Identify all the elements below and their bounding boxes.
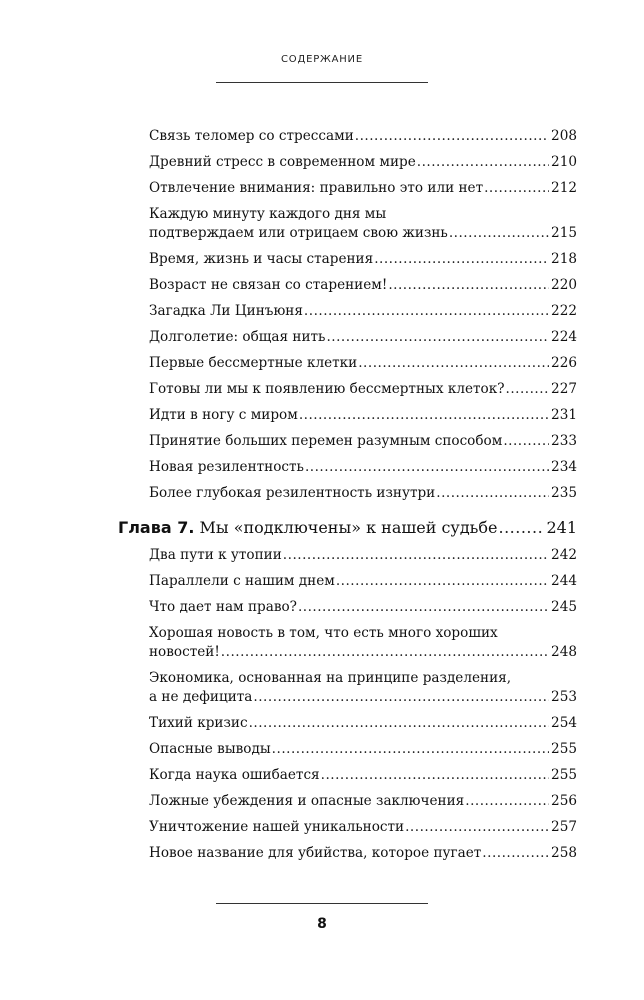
dot-leader — [283, 546, 549, 565]
toc-chapter-entry — [118, 518, 577, 538]
dot-leader — [417, 153, 549, 172]
page-number: 8 — [317, 916, 327, 932]
toc-entry-line — [149, 380, 577, 399]
toc-entry-line — [149, 766, 577, 785]
dot-leader — [388, 276, 549, 295]
toc-entry-title: Хорошая новость в том, что есть много хороших — [149, 625, 498, 641]
toc-entry-title: Параллели с нашим днем — [149, 573, 335, 589]
toc-entry — [149, 572, 577, 591]
toc-entry-title: Готовы ли мы к появлению бессмертных клеток? — [149, 381, 505, 397]
toc-entry — [149, 406, 577, 425]
dot-leader — [305, 458, 549, 477]
toc-entry-line — [149, 406, 577, 425]
toc-entry — [149, 624, 577, 662]
toc-page-number: 254 — [551, 715, 577, 731]
toc-entry-line — [149, 276, 577, 295]
toc-entry-line — [149, 354, 577, 373]
toc-page-number: 231 — [551, 407, 577, 423]
toc-entry-title: Отвлечение внимания: правильно это или нет — [149, 180, 484, 196]
toc-page-number: 255 — [551, 741, 577, 757]
toc-entry — [149, 276, 577, 295]
dot-leader — [321, 766, 549, 785]
toc-entry-line — [149, 643, 577, 662]
toc-entry-title — [118, 518, 498, 538]
dot-leader — [503, 432, 549, 451]
dot-leader — [304, 302, 549, 321]
toc-entry — [149, 598, 577, 617]
toc-page-number: 241 — [546, 518, 577, 537]
toc-entry-line — [149, 818, 577, 837]
toc-page-number: 215 — [551, 225, 577, 241]
toc-entry — [149, 380, 577, 399]
toc-page-number: 258 — [551, 845, 577, 861]
dot-leader — [405, 818, 549, 837]
running-header: СОДЕРЖАНИЕ — [281, 54, 363, 65]
toc-entry — [149, 153, 577, 172]
toc-page-number: 235 — [551, 485, 577, 501]
toc-entry-line — [149, 432, 577, 451]
dot-leader — [374, 250, 549, 269]
toc-entry-line — [149, 572, 577, 591]
toc-entry-title: Новое название для убийства, которое пугает — [149, 845, 482, 861]
toc-entry-title: Идти в ногу с миром — [149, 407, 298, 423]
toc-entry-title: Тихий кризис — [149, 715, 248, 731]
toc-entry-line — [149, 740, 577, 759]
dot-leader — [482, 844, 549, 863]
toc-entry — [149, 250, 577, 269]
toc-entry-line — [149, 458, 577, 477]
toc-entry-title: Ложные убеждения и опасные заключения — [149, 793, 465, 809]
toc-page-number: 248 — [551, 644, 577, 660]
toc-page-number: 224 — [551, 329, 577, 345]
toc-entry — [149, 714, 577, 733]
toc-entry-line — [149, 153, 577, 172]
toc-page-number: 253 — [551, 689, 577, 705]
toc-page-number: 255 — [551, 767, 577, 783]
footer-rule — [216, 903, 428, 904]
dot-leader — [299, 406, 549, 425]
toc-entry-title: Время, жизнь и часы старения — [149, 251, 374, 267]
toc-entry — [149, 328, 577, 347]
toc-entry-title: Каждую минуту каждого дня мы — [149, 206, 387, 222]
toc-page-number: 233 — [551, 433, 577, 449]
toc-entry-line — [149, 624, 577, 643]
toc-entry — [149, 432, 577, 451]
toc-entry-title: Возраст не связан со старением! — [149, 277, 388, 293]
toc-entry-line — [149, 792, 577, 811]
toc-page-number: 257 — [551, 819, 577, 835]
toc-entry-title: Когда наука ошибается — [149, 767, 320, 783]
toc-entry-line — [149, 224, 577, 243]
toc-entry — [149, 127, 577, 146]
toc-entry-line — [118, 518, 577, 538]
dot-leader — [253, 688, 549, 707]
toc-page-number: 210 — [551, 154, 577, 170]
toc-entry-line — [149, 127, 577, 146]
toc-page-number: 234 — [551, 459, 577, 475]
dot-leader — [449, 224, 549, 243]
dot-leader — [272, 740, 549, 759]
toc-page-number: 256 — [551, 793, 577, 809]
toc-entry — [149, 354, 577, 373]
toc-page-number: 245 — [551, 599, 577, 615]
toc-entry — [149, 179, 577, 198]
toc-page-number: 220 — [551, 277, 577, 293]
toc-entry-title: Что дает нам право? — [149, 599, 297, 615]
dot-leader — [506, 380, 550, 399]
dot-leader — [499, 518, 545, 538]
toc-entry — [149, 792, 577, 811]
toc-page-number: 226 — [551, 355, 577, 371]
toc-entry — [149, 458, 577, 477]
toc-entry-title: новостей! — [149, 644, 220, 660]
toc-entry — [149, 669, 577, 707]
toc-entry — [149, 205, 577, 243]
toc-entry-title: Загадка Ли Цинъюня — [149, 303, 303, 319]
toc-entry-title: Первые бессмертные клетки — [149, 355, 358, 371]
toc-entry-line — [149, 669, 577, 688]
toc-entry — [149, 302, 577, 321]
dot-leader — [484, 179, 549, 198]
toc-page-number: 227 — [551, 381, 577, 397]
toc-entry — [149, 818, 577, 837]
toc-entry-line — [149, 205, 577, 224]
toc-entry-title: Принятие больших перемен разумным способом — [149, 433, 503, 449]
toc-entry — [149, 740, 577, 759]
toc-entry-title: подтверждаем или отрицаем свою жизнь — [149, 225, 448, 241]
toc-entry-line — [149, 250, 577, 269]
dot-leader — [326, 328, 549, 347]
toc-entry-title: Более глубокая резилентность изнутри — [149, 485, 436, 501]
header-rule — [216, 82, 428, 83]
dot-leader — [249, 714, 549, 733]
toc-page-number: 212 — [551, 180, 577, 196]
dot-leader — [436, 484, 549, 503]
toc-entry-title: а не дефицита — [149, 689, 253, 705]
toc-entry-line — [149, 844, 577, 863]
toc-entry-line — [149, 546, 577, 565]
dot-leader — [221, 643, 549, 662]
dot-leader — [465, 792, 549, 811]
toc-entry-title: Связь теломер со стрессами — [149, 128, 354, 144]
dot-leader — [298, 598, 549, 617]
chapter-title: Мы «подключены» к нашей судьбе — [199, 518, 498, 537]
toc-entry-line — [149, 179, 577, 198]
toc-entry-title: Уничтожение нашей уникальности — [149, 819, 405, 835]
chapter-label: Глава 7. — [118, 518, 195, 537]
toc-entry-line — [149, 484, 577, 503]
toc-page-number: 222 — [551, 303, 577, 319]
toc-entry-title: Древний стресс в современном мире — [149, 154, 416, 170]
dot-leader — [355, 127, 549, 146]
dot-leader — [336, 572, 549, 591]
toc-entry-line — [149, 328, 577, 347]
toc-entry — [149, 766, 577, 785]
toc-entry-title: Экономика, основанная на принципе разделения, — [149, 670, 512, 686]
toc-entry-line — [149, 688, 577, 707]
toc-entry-line — [149, 302, 577, 321]
dot-leader — [358, 354, 549, 373]
toc-page-number: 208 — [551, 128, 577, 144]
toc-entry — [149, 844, 577, 863]
toc-entry-title: Новая резилентность — [149, 459, 304, 475]
toc-page-number: 244 — [551, 573, 577, 589]
toc-entry — [149, 546, 577, 565]
toc-entry-line — [149, 598, 577, 617]
toc-entry-title: Опасные выводы — [149, 741, 271, 757]
toc-entry-title: Два пути к утопии — [149, 547, 282, 563]
toc-entry-title: Долголетие: общая нить — [149, 329, 326, 345]
toc-entry — [149, 484, 577, 503]
toc-page-number: 218 — [551, 251, 577, 267]
toc-page-number: 242 — [551, 547, 577, 563]
toc-entry-line — [149, 714, 577, 733]
